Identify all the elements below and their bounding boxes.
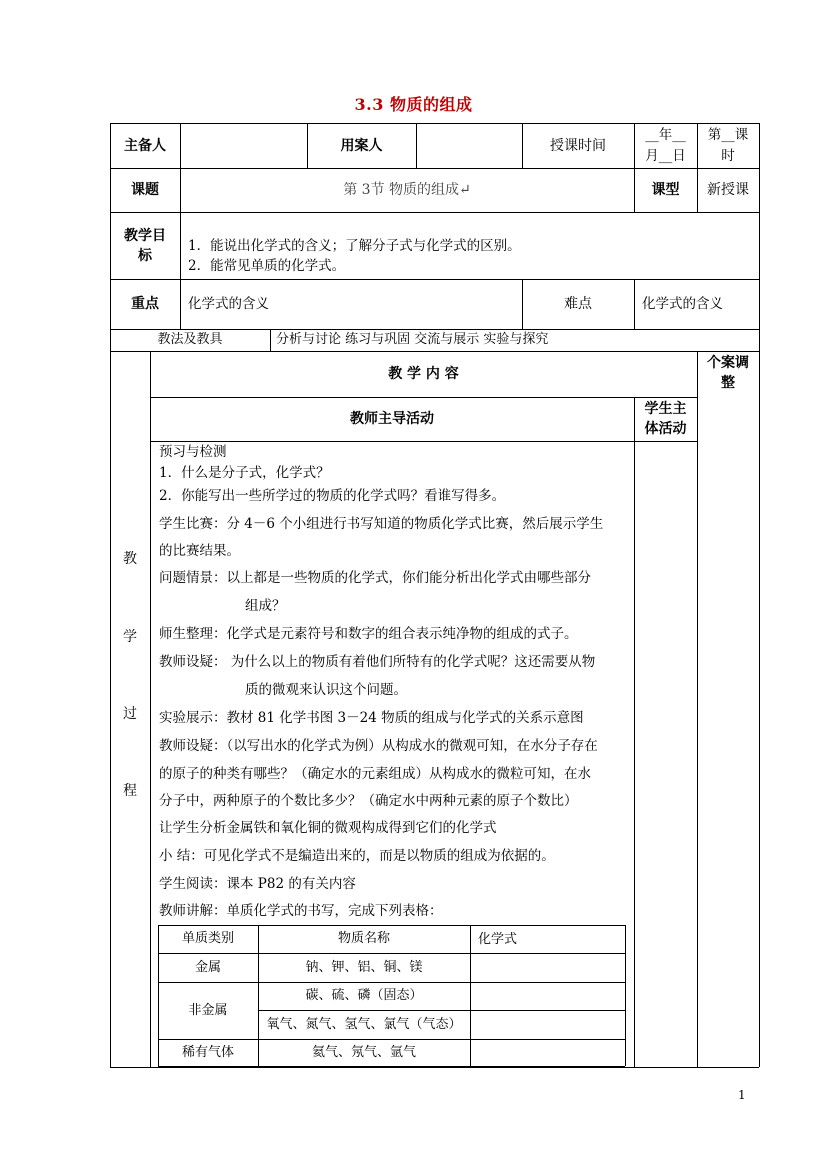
topic-value: 第 3节 物质的组成↵ — [343, 182, 471, 198]
objective-item: 1．能说出化学式的含义；了解分子式与化学式的区别。 — [188, 238, 521, 254]
col-divider — [270, 329, 271, 351]
inner-table-line — [158, 1066, 625, 1067]
date-field — [634, 125, 697, 167]
content-line: 教师设疑： 为什么以上的物质有着他们所特有的化学式呢？这还需要从物 — [159, 654, 596, 670]
inner-table-line — [625, 925, 626, 1066]
process-side-label — [110, 548, 150, 800]
table-right-border — [759, 123, 760, 1067]
inner-table-category: 非金属 — [188, 1002, 228, 1018]
inner-table-category: 金属 — [194, 959, 221, 975]
content-line: 的原子的种类有哪些？（确定水的元素组成）从构成水的微粒可知，在水 — [159, 766, 591, 782]
date-line-year: __年__ — [645, 127, 686, 143]
col-divider — [150, 351, 151, 1067]
col-divider — [697, 351, 698, 1067]
content-line: 学生比赛：分 4－6 个小组进行书写知道的物质化学式比赛，然后展示学生 — [159, 516, 604, 532]
topic-label: 课题 — [131, 182, 159, 198]
inner-table-names: 碳、硫、磷（固态） — [305, 988, 423, 1003]
row-divider — [110, 212, 759, 213]
table-top-border — [110, 123, 759, 124]
methods-label: 教法及教具 — [157, 332, 223, 347]
content-line: 教师设疑：（以写出水的化学式为例）从构成水的微观可知，在水分子存在 — [159, 738, 598, 754]
inner-table-names: 氦气、氖气、氩气 — [311, 1044, 416, 1060]
objectives-label — [110, 226, 180, 266]
side-char: 教 — [123, 551, 137, 567]
side-char: 过 — [123, 706, 137, 722]
student-activity-header — [634, 399, 697, 439]
objectives-label-line-2: 标 — [138, 248, 152, 264]
content-line: 组成？ — [245, 598, 286, 614]
content-line: 的比赛结果。 — [159, 543, 240, 559]
preparer-label: 主备人 — [124, 137, 166, 154]
methods-value: 分析与讨论 练习与巩固 交流与展示 实验与探究 — [276, 332, 549, 347]
content-line: 分子中，两种原子的个数比多少？（确定水中两种元素的原子个数比） — [159, 793, 578, 809]
content-line: 预习与检测 — [159, 444, 227, 460]
content-header: 教 学 内 容 — [388, 366, 459, 382]
date-line-month-day: 月__日 — [645, 148, 686, 164]
difficulty-label: 难点 — [564, 296, 592, 312]
individual-adjust-header — [697, 353, 759, 393]
focus-value: 化学式的含义 — [188, 296, 269, 312]
student-activity-line-2: 体活动 — [644, 421, 687, 437]
inner-table-header: 物质名称 — [337, 931, 390, 946]
individual-adjust-line-1: 个案调 — [707, 355, 749, 371]
inner-table-line — [470, 925, 471, 1066]
lesson-line-1: 第__课 — [707, 127, 749, 143]
objectives-label-line-1: 教学目 — [124, 228, 166, 244]
content-line: 问题情景：以上都是一些物质的化学式，你们能分析出化学式由哪些部分 — [159, 570, 591, 586]
content-line: 1．什么是分子式，化学式？ — [159, 465, 330, 481]
inner-table-names: 钠、钾、铝、铜、镁 — [305, 959, 423, 975]
content-line: 小 结：可见化学式不是编造出来的，而是以物质的组成为依据的。 — [159, 848, 555, 864]
content-line: 教师讲解：单质化学式的书写，完成下列表格： — [159, 903, 443, 919]
content-line: 学生阅读：课本 P82 的有关内容 — [159, 876, 356, 892]
content-line: 2．你能写出一些所学过的物质的化学式吗？看谁写得多。 — [159, 488, 506, 504]
col-divider — [416, 123, 417, 168]
lesson-line-2: 时 — [721, 148, 735, 164]
col-divider — [180, 279, 181, 329]
table-bottom-border — [110, 1067, 759, 1068]
inner-table-category: 稀有气体 — [181, 1044, 234, 1060]
col-divider — [634, 279, 635, 329]
row-divider — [110, 279, 759, 280]
content-line: 质的微观来认识这个问题。 — [245, 682, 407, 698]
col-divider — [634, 397, 635, 1067]
page-number: 1 — [738, 1088, 746, 1102]
inner-table-header: 化学式 — [478, 932, 518, 947]
side-char: 程 — [123, 783, 137, 799]
document-title: 3.3 物质的组成 — [354, 95, 473, 114]
difficulty-value: 化学式的含义 — [642, 296, 723, 312]
content-line: 实验展示：教材 81 化学书图 3－24 物质的组成与化学式的关系示意图 — [159, 710, 584, 726]
row-divider — [150, 441, 697, 442]
lesson-number-field — [697, 125, 759, 167]
inner-table-names: 氧气、氮气、氢气、氯气（气态） — [266, 1016, 462, 1032]
objective-item: 2．能常见单质的化学式。 — [188, 258, 346, 274]
user-label: 用案人 — [340, 137, 383, 154]
content-line: 让学生分析金属铁和氧化铜的微观构成得到它们的化学式 — [159, 820, 497, 836]
side-char: 学 — [123, 629, 137, 645]
student-activity-line-1: 学生主 — [644, 401, 687, 417]
individual-adjust-line-2: 整 — [721, 375, 735, 391]
lesson-type-value: 新授课 — [707, 182, 749, 198]
focus-label: 重点 — [131, 296, 159, 312]
content-line: 师生整理：化学式是元素符号和数字的组合表示纯净物的组成的式子。 — [159, 626, 578, 642]
time-label: 授课时间 — [550, 137, 606, 154]
inner-table-header: 单质类别 — [181, 931, 234, 946]
lesson-type-label: 课型 — [651, 182, 680, 198]
teacher-activity-header: 教师主导活动 — [350, 411, 434, 427]
